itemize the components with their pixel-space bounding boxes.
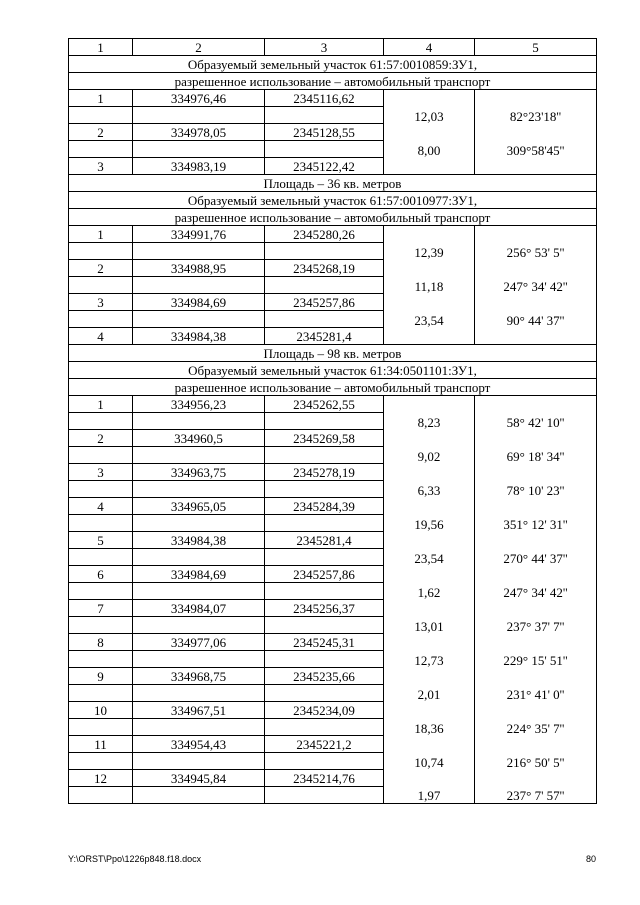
- point-number: 4: [69, 498, 133, 515]
- coord-y-blank: [265, 311, 384, 328]
- point-number-blank: [69, 753, 133, 770]
- coord-x-blank: [133, 651, 265, 668]
- segment-length: 1,97: [384, 787, 475, 804]
- coord-x: 334984,07: [133, 600, 265, 617]
- header-cell-x: 2: [133, 39, 265, 56]
- header-cell-angle: 5: [475, 39, 597, 56]
- segment-length: 2,01: [384, 685, 475, 702]
- direction-angle-blank: [475, 770, 597, 787]
- segment-length: 12,39: [384, 243, 475, 260]
- segment-length: 23,54: [384, 549, 475, 566]
- section-title-row: [69, 175, 597, 192]
- coord-x: 334978,05: [133, 124, 265, 141]
- point-row: [69, 464, 597, 481]
- point-row: [69, 668, 597, 685]
- segment-row: [69, 413, 597, 430]
- coord-y: 2345128,55: [265, 124, 384, 141]
- point-row: [69, 532, 597, 549]
- point-row: [69, 124, 597, 141]
- coord-y-blank: [265, 141, 384, 158]
- coord-y: 2345257,86: [265, 294, 384, 311]
- segment-length-blank: [384, 464, 475, 481]
- coord-y-blank: [265, 277, 384, 294]
- point-number: 4: [69, 328, 133, 345]
- point-row: [69, 260, 597, 277]
- point-number: 11: [69, 736, 133, 753]
- point-row: [69, 600, 597, 617]
- coord-y-blank: [265, 515, 384, 532]
- coord-x-blank: [133, 753, 265, 770]
- direction-angle-blank: [475, 328, 597, 345]
- segment-length-blank: [384, 736, 475, 753]
- coord-y: 2345269,58: [265, 430, 384, 447]
- point-row: [69, 158, 597, 175]
- section-title-row: [69, 56, 597, 73]
- coordinates-table: [68, 38, 597, 804]
- direction-angle-blank: [475, 430, 597, 447]
- coord-x: 334984,69: [133, 294, 265, 311]
- point-number: 9: [69, 668, 133, 685]
- segment-row: [69, 141, 597, 158]
- coord-x-blank: [133, 413, 265, 430]
- coord-x: 334976,46: [133, 90, 265, 107]
- point-number-blank: [69, 583, 133, 600]
- direction-angle-blank: [475, 226, 597, 243]
- point-number-blank: [69, 107, 133, 124]
- point-number-blank: [69, 549, 133, 566]
- direction-angle-blank: [475, 260, 597, 277]
- coord-y-blank: [265, 787, 384, 804]
- coord-x: 334956,23: [133, 396, 265, 413]
- coord-x: 334984,38: [133, 532, 265, 549]
- coord-x-blank: [133, 311, 265, 328]
- point-row: [69, 736, 597, 753]
- section-title-row: [69, 73, 597, 90]
- coord-y-blank: [265, 447, 384, 464]
- segment-length: 10,74: [384, 753, 475, 770]
- section-title-row: [69, 345, 597, 362]
- segment-length: 13,01: [384, 617, 475, 634]
- segment-length-blank: [384, 328, 475, 345]
- segment-length: 9,02: [384, 447, 475, 464]
- point-number: 10: [69, 702, 133, 719]
- point-number: 6: [69, 566, 133, 583]
- point-row: [69, 430, 597, 447]
- coord-y-blank: [265, 481, 384, 498]
- segment-row: [69, 447, 597, 464]
- segment-row: [69, 753, 597, 770]
- direction-angle: 256° 53' 5'': [475, 243, 597, 260]
- table-header-row: [69, 39, 597, 56]
- direction-angle: 58° 42' 10'': [475, 413, 597, 430]
- coord-y: 2345122,42: [265, 158, 384, 175]
- segment-length-blank: [384, 634, 475, 651]
- coord-y: 2345262,55: [265, 396, 384, 413]
- section-title: разрешенное использование – автомобильный транспорт: [69, 73, 597, 90]
- section-title-row: [69, 209, 597, 226]
- point-number-blank: [69, 243, 133, 260]
- coord-y: 2345234,09: [265, 702, 384, 719]
- coord-x: 334963,75: [133, 464, 265, 481]
- direction-angle-blank: [475, 634, 597, 651]
- segment-length-blank: [384, 158, 475, 175]
- segment-row: [69, 583, 597, 600]
- segment-length-blank: [384, 702, 475, 719]
- segment-length: 6,33: [384, 481, 475, 498]
- file-path: Y:\ORST\Ppo\1226p848.f18.docx: [68, 854, 202, 864]
- coord-x-blank: [133, 107, 265, 124]
- point-number: 3: [69, 294, 133, 311]
- point-number-blank: [69, 447, 133, 464]
- segment-length: 19,56: [384, 515, 475, 532]
- coord-x: 334968,75: [133, 668, 265, 685]
- segment-length-blank: [384, 90, 475, 107]
- point-row: [69, 226, 597, 243]
- coord-x-blank: [133, 719, 265, 736]
- section-title: разрешенное использование – автомобильный транспорт: [69, 379, 597, 396]
- coord-y: 2345268,19: [265, 260, 384, 277]
- coord-x-blank: [133, 549, 265, 566]
- direction-angle-blank: [475, 396, 597, 413]
- direction-angle: 229° 15' 51'': [475, 651, 597, 668]
- coord-x-blank: [133, 787, 265, 804]
- coord-x-blank: [133, 515, 265, 532]
- coord-y-blank: [265, 549, 384, 566]
- direction-angle-blank: [475, 736, 597, 753]
- point-number: 2: [69, 124, 133, 141]
- coord-x-blank: [133, 141, 265, 158]
- section-title-row: [69, 379, 597, 396]
- point-row: [69, 396, 597, 413]
- point-row: [69, 498, 597, 515]
- direction-angle: 237° 37' 7'': [475, 617, 597, 634]
- point-number: 7: [69, 600, 133, 617]
- segment-row: [69, 787, 597, 804]
- coord-y: 2345245,31: [265, 634, 384, 651]
- direction-angle: 270° 44' 37'': [475, 549, 597, 566]
- header-cell-number: 1: [69, 39, 133, 56]
- direction-angle-blank: [475, 124, 597, 141]
- direction-angle: 309°58'45'': [475, 141, 597, 158]
- coord-x: 334984,38: [133, 328, 265, 345]
- point-number-blank: [69, 277, 133, 294]
- segment-length: 1,62: [384, 583, 475, 600]
- segment-row: [69, 311, 597, 328]
- segment-row: [69, 515, 597, 532]
- point-number-blank: [69, 617, 133, 634]
- segment-row: [69, 617, 597, 634]
- point-number-blank: [69, 515, 133, 532]
- segment-row: [69, 277, 597, 294]
- segment-row: [69, 481, 597, 498]
- coordinates-table-body: [69, 39, 597, 804]
- direction-angle-blank: [475, 668, 597, 685]
- coord-y: 2345257,86: [265, 566, 384, 583]
- point-number: 2: [69, 260, 133, 277]
- direction-angle: 82°23'18'': [475, 107, 597, 124]
- direction-angle: 351° 12' 31'': [475, 515, 597, 532]
- direction-angle-blank: [475, 294, 597, 311]
- coord-y: 2345280,26: [265, 226, 384, 243]
- coord-x: 334991,76: [133, 226, 265, 243]
- coord-x: 334977,06: [133, 634, 265, 651]
- segment-length-blank: [384, 430, 475, 447]
- coord-x: 334954,43: [133, 736, 265, 753]
- direction-angle-blank: [475, 464, 597, 481]
- point-number: 1: [69, 90, 133, 107]
- coord-y-blank: [265, 107, 384, 124]
- document-page: [68, 38, 596, 804]
- coord-y: 2345284,39: [265, 498, 384, 515]
- point-number-blank: [69, 651, 133, 668]
- direction-angle-blank: [475, 158, 597, 175]
- coord-y-blank: [265, 617, 384, 634]
- coord-y-blank: [265, 753, 384, 770]
- header-cell-y: 3: [265, 39, 384, 56]
- coord-y-blank: [265, 583, 384, 600]
- segment-length-blank: [384, 396, 475, 413]
- point-row: [69, 634, 597, 651]
- direction-angle: 90° 44' 37'': [475, 311, 597, 328]
- point-number: 3: [69, 158, 133, 175]
- segment-length-blank: [384, 260, 475, 277]
- page-footer: [68, 854, 596, 868]
- point-number-blank: [69, 719, 133, 736]
- coord-x: 334984,69: [133, 566, 265, 583]
- coord-y: 2345256,37: [265, 600, 384, 617]
- page-number: 80: [585, 854, 596, 864]
- point-number-blank: [69, 787, 133, 804]
- coord-y-blank: [265, 685, 384, 702]
- segment-length-blank: [384, 124, 475, 141]
- coord-y-blank: [265, 651, 384, 668]
- section-title: Площадь – 36 кв. метров: [69, 175, 597, 192]
- direction-angle-blank: [475, 566, 597, 583]
- direction-angle: 237° 7' 57'': [475, 787, 597, 804]
- segment-length: 8,23: [384, 413, 475, 430]
- point-number-blank: [69, 141, 133, 158]
- coord-x: 334960,5: [133, 430, 265, 447]
- direction-angle: 247° 34' 42'': [475, 583, 597, 600]
- section-title-row: [69, 192, 597, 209]
- direction-angle: 78° 10' 23'': [475, 481, 597, 498]
- section-title: разрешенное использование – автомобильный транспорт: [69, 209, 597, 226]
- coord-x: 334965,05: [133, 498, 265, 515]
- segment-length-blank: [384, 532, 475, 549]
- coord-x-blank: [133, 481, 265, 498]
- point-row: [69, 770, 597, 787]
- segment-length-blank: [384, 498, 475, 515]
- point-number-blank: [69, 311, 133, 328]
- coord-y: 2345281,4: [265, 328, 384, 345]
- segment-length-blank: [384, 566, 475, 583]
- point-number: 8: [69, 634, 133, 651]
- point-number-blank: [69, 481, 133, 498]
- segment-length: 8,00: [384, 141, 475, 158]
- direction-angle-blank: [475, 532, 597, 549]
- segment-row: [69, 651, 597, 668]
- segment-length: 23,54: [384, 311, 475, 328]
- coord-x-blank: [133, 447, 265, 464]
- point-number-blank: [69, 413, 133, 430]
- coord-x-blank: [133, 243, 265, 260]
- coord-y-blank: [265, 719, 384, 736]
- coord-x-blank: [133, 685, 265, 702]
- segment-row: [69, 107, 597, 124]
- segment-length: 12,03: [384, 107, 475, 124]
- point-number: 1: [69, 396, 133, 413]
- segment-row: [69, 685, 597, 702]
- direction-angle-blank: [475, 90, 597, 107]
- segment-row: [69, 549, 597, 566]
- section-title: Площадь – 98 кв. метров: [69, 345, 597, 362]
- section-title: Образуемый земельный участок 61:34:0501101:ЗУ1,: [69, 362, 597, 379]
- coord-y: 2345116,62: [265, 90, 384, 107]
- coord-y: 2345214,76: [265, 770, 384, 787]
- segment-row: [69, 719, 597, 736]
- coord-y: 2345278,19: [265, 464, 384, 481]
- section-title: Образуемый земельный участок 61:57:0010859:ЗУ1,: [69, 56, 597, 73]
- coord-x-blank: [133, 277, 265, 294]
- direction-angle: 247° 34' 42'': [475, 277, 597, 294]
- direction-angle: 69° 18' 34'': [475, 447, 597, 464]
- segment-length: 18,36: [384, 719, 475, 736]
- coord-x-blank: [133, 583, 265, 600]
- segment-length-blank: [384, 770, 475, 787]
- direction-angle-blank: [475, 702, 597, 719]
- segment-length: 12,73: [384, 651, 475, 668]
- coord-y: 2345235,66: [265, 668, 384, 685]
- coord-y-blank: [265, 413, 384, 430]
- section-title: Образуемый земельный участок 61:57:0010977:ЗУ1,: [69, 192, 597, 209]
- point-number: 12: [69, 770, 133, 787]
- segment-length-blank: [384, 226, 475, 243]
- point-row: [69, 566, 597, 583]
- coord-x-blank: [133, 617, 265, 634]
- direction-angle-blank: [475, 498, 597, 515]
- direction-angle: 224° 35' 7'': [475, 719, 597, 736]
- point-row: [69, 294, 597, 311]
- coord-y: 2345281,4: [265, 532, 384, 549]
- segment-row: [69, 243, 597, 260]
- point-number-blank: [69, 685, 133, 702]
- segment-length-blank: [384, 294, 475, 311]
- point-number: 5: [69, 532, 133, 549]
- coord-x: 334983,19: [133, 158, 265, 175]
- coord-x: 334967,51: [133, 702, 265, 719]
- direction-angle: 231° 41' 0'': [475, 685, 597, 702]
- direction-angle-blank: [475, 600, 597, 617]
- section-title-row: [69, 362, 597, 379]
- coord-x: 334988,95: [133, 260, 265, 277]
- coord-y-blank: [265, 243, 384, 260]
- segment-length-blank: [384, 668, 475, 685]
- segment-length: 11,18: [384, 277, 475, 294]
- point-row: [69, 328, 597, 345]
- coord-x: 334945,84: [133, 770, 265, 787]
- point-number: 2: [69, 430, 133, 447]
- coord-y: 2345221,2: [265, 736, 384, 753]
- point-row: [69, 702, 597, 719]
- segment-length-blank: [384, 600, 475, 617]
- direction-angle: 216° 50' 5'': [475, 753, 597, 770]
- header-cell-length: 4: [384, 39, 475, 56]
- point-row: [69, 90, 597, 107]
- point-number: 3: [69, 464, 133, 481]
- point-number: 1: [69, 226, 133, 243]
